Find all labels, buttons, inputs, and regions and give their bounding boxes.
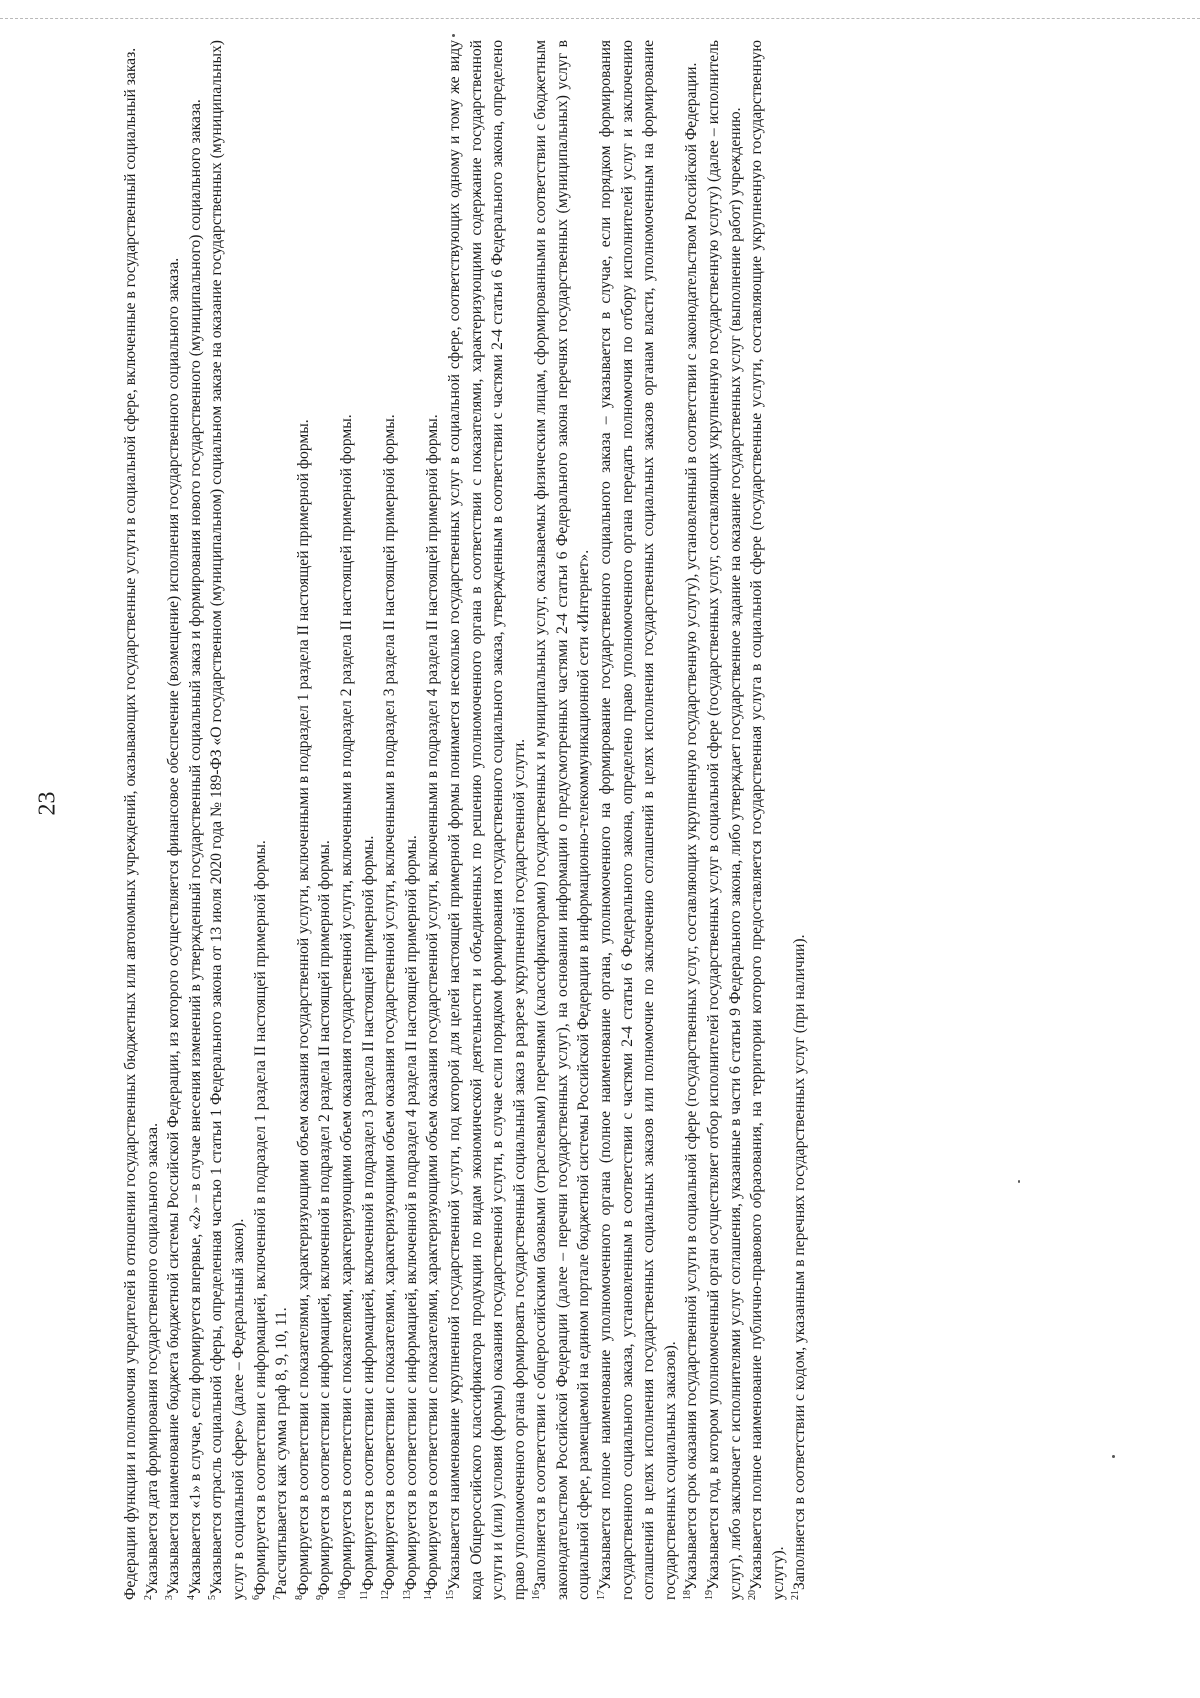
footnote-text: Заполняется в соответствии с кодом, указанным в перечнях государственных услуг (при наличии). xyxy=(791,934,809,1590)
footnote-text: Формируется в соответствии с информацией, включенной в подраздел 4 раздела II настоящей примерной формы. xyxy=(402,835,420,1590)
footnote-marker: 10 xyxy=(336,1590,348,1600)
footnote-marker: 19 xyxy=(703,1590,715,1600)
footnote-text: Указывается отрасль социальной сферы, определенная частью 1 статьи 1 Федерального закона от 13 июля 2020 года № 189-ФЗ «О государственном (муниципальном) социальном заказе на оказание государственных (муниципальных) услуг в социальной сфере» (далее – Федеральный закон). xyxy=(208,40,247,1600)
footnote-text: Указывается наименование бюджета бюджетной системы Российской Федерации, из которого осуществляется финансовое обеспечение (возмещение) исполнения государственного социального заказа. xyxy=(165,257,183,1595)
footnote-marker: 9 xyxy=(315,1595,327,1600)
footnote-marker: 12 xyxy=(379,1590,391,1600)
footnote-text: Рассчитывается как сумма граф 8, 9, 10, 11. xyxy=(273,1307,291,1595)
footnote-4 xyxy=(185,40,207,1600)
footnote-marker: 4 xyxy=(185,1595,197,1600)
footnote-14 xyxy=(422,40,444,1600)
footnote-marker: 2 xyxy=(142,1595,154,1600)
footnote-text: Формируется в соответствии с показателями, характеризующими объем оказания государственной услуги, включенными в подраздел 1 раздела II настоящей примерной формы. xyxy=(294,419,312,1595)
footnote-marker: 14 xyxy=(423,1590,435,1600)
footnote-text: Указывается срок оказания государственной услуги в социальной сфере (государственных услуг, составляющих укрупненную государственную услугу), установленный в соответствии с законодательством Российской Федерации. xyxy=(683,62,701,1590)
footnote-marker: 11 xyxy=(358,1590,370,1600)
footnote-text: Формируется в соответствии с показателями, характеризующими объем оказания государственной услуги, включенными в подраздел 3 раздела II настоящей примерной формы. xyxy=(381,414,399,1590)
footnote-7 xyxy=(271,40,293,1600)
footnote-marker: 21 xyxy=(790,1590,802,1600)
footnote-15 xyxy=(444,40,530,1600)
footnote-marker: 8 xyxy=(293,1595,305,1600)
footnote-6 xyxy=(250,40,272,1600)
footnote-text: Формируется в соответствии с информацией, включенной в подраздел 2 раздела II настоящей примерной формы. xyxy=(316,840,334,1595)
footnote-continued xyxy=(120,40,142,1600)
footnote-marker: 16 xyxy=(531,1590,543,1600)
footnote-text: Формируется в соответствии с информацией, включенной в подраздел 3 раздела II настоящей примерной формы. xyxy=(359,835,377,1591)
footnote-marker: 13 xyxy=(401,1590,413,1600)
footnote-text: Формируется в соответствии с показателями, характеризующими объем оказания государственной услуги, включенными в подраздел 4 раздела II настоящей примерной формы. xyxy=(424,414,442,1590)
footnote-text: Федерации функции и полномочия учредителей в отношении государственных бюджетных или автономных учреждений, оказывающих государственные услуги в социальной сфере, включенные в государственный социальный заказ. xyxy=(122,47,139,1600)
footnote-2 xyxy=(142,40,164,1600)
footnote-5 xyxy=(206,40,249,1600)
footnote-text: Указывается наименование укрупненной государственной услуги, под которой для целей настоящей примерной формы понимается несколько государственных услуг в социальной сфере, соответствующих одному и тому же виду кода Общероссийского классификатора продукции по видам экономической деятельности и объединенных по решению уполномоченного органа в соответствии с показателями, характеризующими содержание государственной услуги и (или) условия (формы) оказания государственной услуги, в случае если порядком формирования государственного социального заказа, утвержденным в соответствии с частями 2-4 статьи 6 Федерального закона, определено право уполномоченного органа формировать государственный социальный заказ в разрезе укрупненной государственной услуги. xyxy=(445,40,528,1600)
footnote-10 xyxy=(336,40,358,1600)
footnote-text: Указывается год, в котором уполномоченный орган осуществляет отбор исполнителей государственных услуг в социальной сфере (государственных услуг, составляющих укрупненную государственную услугу) (далее – исполнитель услуг), либо заключает с исполнителями услуг соглашения, указанные в части 6 статьи 9 Федерального закона, либо утверждает государственное задание на оказание государственных услуг (выполнение работ) учреждению. xyxy=(705,40,744,1600)
footnote-marker: 3 xyxy=(164,1595,175,1600)
footnote-text: Указывается полное наименование уполномоченного органа (полное наименование органа, уполномоченного на формирование государственного социального заказа – указывается в случае, если порядком формирования государственного социального заказа, установленным в соответствии с частями 2-4 статьи 6 Федерального закона, определено право уполномоченного органа передать полномочия по отбору исполнителей услуг и заключению соглашений в целях исполнения государственных социальных заказов или полномочие по заключению соглашений в целях исполнения государственных социальных заказов органам власти, уполномоченным на формирование государственных социальных заказов). xyxy=(597,40,679,1600)
footnote-16 xyxy=(530,40,595,1600)
footnote-marker: 18 xyxy=(682,1590,694,1600)
footnotes-block xyxy=(120,40,1050,1600)
footnote-text: Формируется в соответствии с показателями, характеризующими объем оказания государственной услуги, включенными в подраздел 2 раздела II настоящей примерной формы. xyxy=(337,414,355,1590)
page-number: 23 xyxy=(34,791,61,816)
footnote-9 xyxy=(314,40,336,1600)
footnote-13 xyxy=(401,40,423,1600)
footnote-text: Указывается полное наименование публично-правового образования, на территории которого предоставляется государственная услуга в социальной сфере (государственные услуги, составляющие укрупненную государственную услугу). xyxy=(748,40,787,1600)
footnote-marker: 6 xyxy=(250,1595,262,1600)
footnote-marker: 5 xyxy=(207,1595,219,1600)
footnote-text: Заполняется в соответствии с общероссийскими базовыми (отраслевыми) перечнями (классификаторами) государственных и муниципальных услуг, оказываемых физическим лицам, сформированными в соответствии с бюджетным законодательством Российской Федерации (далее – перечни государственных услуг), на основании информации о предусмотренных частями 2-4 статьи 6 Федерального закона перечнях государственных (муниципальных) услуг в социальной сфере, размещаемой на едином портале бюджетной системы Российской Федерации в информационно-телекоммуникационной сети «Интернет». xyxy=(532,40,593,1600)
footnote-3 xyxy=(163,40,185,1600)
footnote-text: Формируется в соответствии с информацией, включенной в подраздел 1 раздела II настоящей примерной формы. xyxy=(251,840,269,1595)
footnote-marker: 7 xyxy=(271,1595,283,1600)
footnote-text: Указывается «1» в случае, если формируется впервые, «2» – в случае внесения изменений в утвержденный государственный социальный заказ и формирования нового государственного (муниципального) социального заказа. xyxy=(186,99,204,1595)
footnote-19 xyxy=(703,40,746,1600)
footnote-8 xyxy=(293,40,315,1600)
footnote-marker: 15 xyxy=(444,1590,456,1600)
footnote-17 xyxy=(595,40,681,1600)
footnote-21 xyxy=(789,40,811,1600)
footnote-marker: 20 xyxy=(747,1590,759,1600)
footnote-12 xyxy=(379,40,401,1600)
footnote-11 xyxy=(358,40,380,1600)
footnote-marker: 17 xyxy=(595,1590,607,1600)
footnote-text: Указывается дата формирования государственного социального заказа. xyxy=(143,1123,161,1595)
footnote-18 xyxy=(681,40,703,1600)
footnote-20 xyxy=(746,40,789,1600)
